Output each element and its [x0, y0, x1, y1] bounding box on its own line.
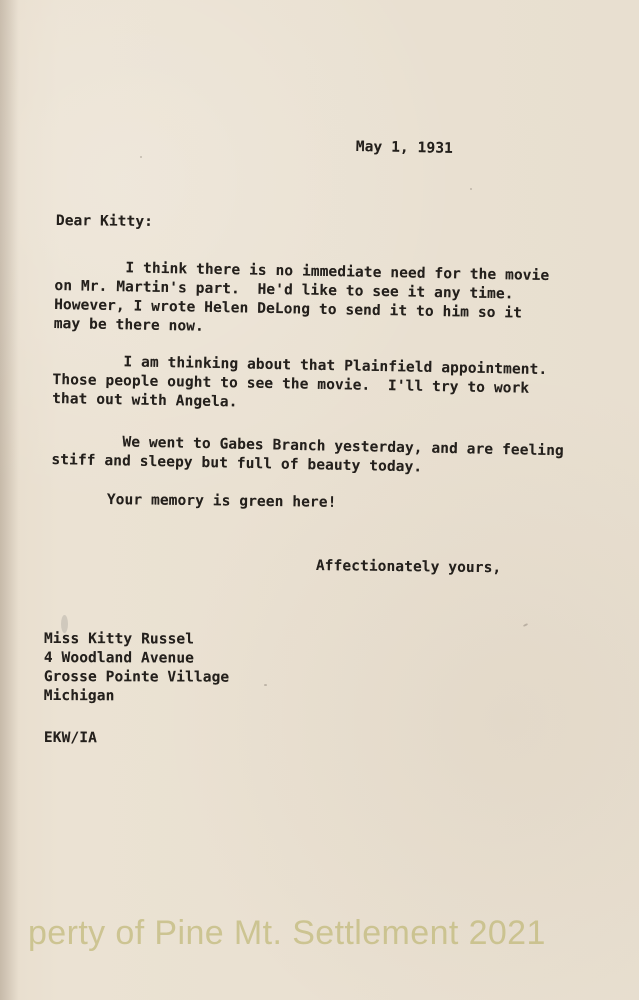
paper-speck	[523, 623, 528, 627]
paper-speck	[264, 684, 267, 686]
recipient-address: Miss Kitty Russel 4 Woodland Avenue Grosse Pointe Village Michigan	[43, 631, 230, 705]
reference-initials: EKW/IA	[43, 730, 97, 747]
paper-speck	[470, 188, 472, 190]
paper-speck	[140, 156, 142, 158]
letter-salutation: Dear Kitty:	[55, 212, 154, 231]
letter-closing-line: Your memory is green here!	[106, 491, 337, 511]
paper-edge-shadow	[0, 0, 18, 1000]
watermark-text: perty of Pine Mt. Settlement 2021	[28, 914, 546, 952]
letter-paragraph-2: I am thinking about that Plainfield appointment. Those people ought to see the movie. I'll try to work that out with Angela.	[51, 352, 548, 411]
letter-signoff: Affectionately yours,	[315, 557, 502, 577]
letter-paragraph-3: We went to Gabes Branch yesterday, and are feeling stiff and sleepy but full of beauty today.	[51, 432, 565, 476]
letter-date: May 1, 1931	[355, 138, 454, 157]
letter-paragraph-1: I think there is no immediate need for the movie on Mr. Martin's part. He'd like to see it any time. However, I wrote Helen DeLong to send it to him so it may be there now.	[53, 258, 550, 335]
